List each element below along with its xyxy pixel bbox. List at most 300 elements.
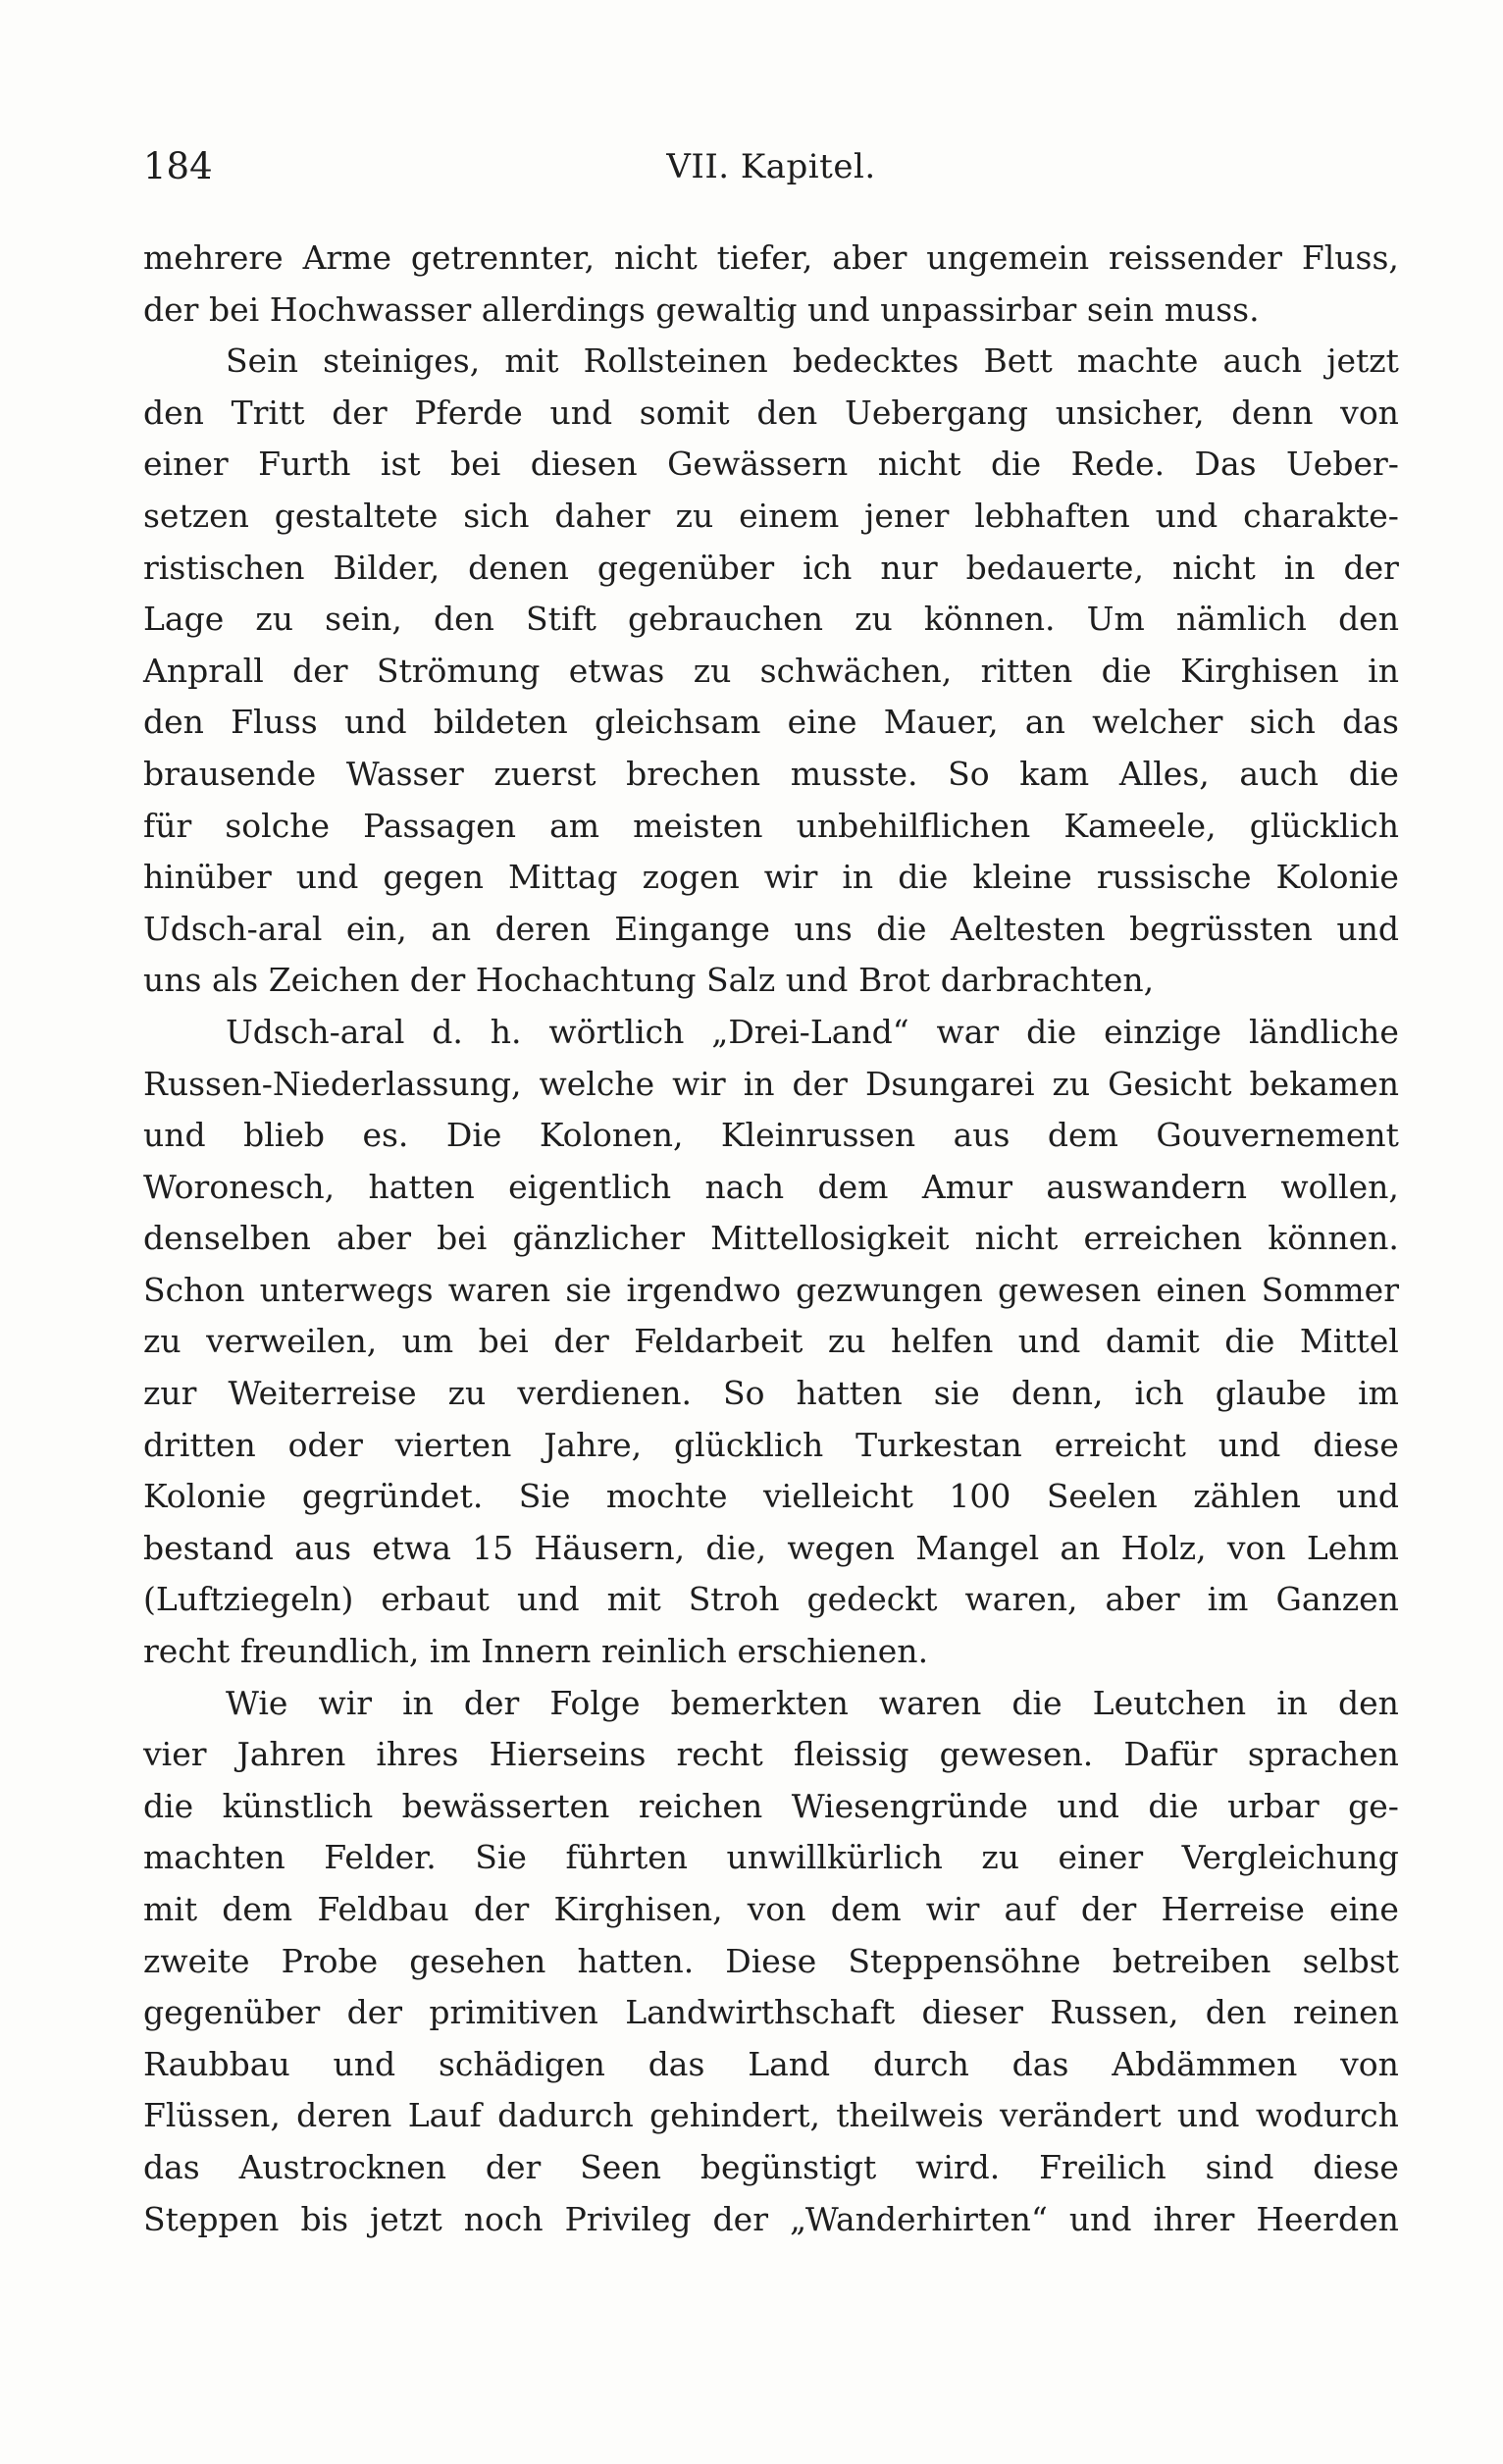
word: blieb <box>243 1116 325 1155</box>
word: Mangel <box>915 1528 1040 1567</box>
word: einer <box>1058 1838 1144 1877</box>
word: eine <box>1329 1890 1399 1928</box>
word: selbst <box>1302 1941 1399 1980</box>
word: das <box>1011 2044 1069 2083</box>
word: unpassirbar <box>880 289 1077 329</box>
word: erbaut <box>381 1580 490 1619</box>
word: und <box>1218 1425 1281 1464</box>
word: bewässerten <box>401 1786 610 1825</box>
word: Hochwasser <box>269 289 472 329</box>
word: Hierseins <box>489 1735 647 1774</box>
word: Udsch-aral <box>143 909 323 948</box>
word: auswandern <box>1046 1167 1248 1206</box>
word: hatten <box>368 1167 475 1206</box>
word: Tritt <box>231 393 305 432</box>
word: der <box>1080 1890 1137 1928</box>
word: der <box>553 1322 609 1361</box>
word: der <box>1343 548 1399 587</box>
word: können. <box>923 600 1056 639</box>
word: aber <box>1105 1580 1180 1619</box>
word: gleichsam <box>595 703 761 742</box>
word: zu <box>143 1322 181 1361</box>
word: diesen <box>530 445 638 484</box>
word: in <box>402 1683 434 1722</box>
word: den <box>1338 1683 1399 1722</box>
word: zählen <box>1193 1477 1301 1516</box>
word: die <box>1148 1786 1199 1825</box>
text-line <box>143 2142 1399 2194</box>
word: damit <box>1105 1322 1200 1361</box>
word: darbrachten, <box>940 961 1155 1000</box>
word: bedauerte, <box>965 548 1144 587</box>
word: der <box>143 289 199 329</box>
word: machte <box>1076 341 1199 381</box>
word: reinlich <box>600 1632 727 1671</box>
word: uns <box>143 961 202 1000</box>
word: im <box>1207 1580 1249 1619</box>
word: diese <box>1313 2147 1399 2186</box>
word: und <box>1176 2096 1240 2135</box>
word: recht <box>676 1735 763 1774</box>
word: deren <box>296 2096 392 2135</box>
word: den <box>143 703 204 742</box>
word: Passagen <box>363 806 516 845</box>
word: mochte <box>605 1477 728 1516</box>
word: nach <box>704 1167 785 1206</box>
word: Stroh <box>688 1580 780 1619</box>
word: vier <box>143 1735 207 1774</box>
word: Pferde <box>414 393 523 432</box>
word: und <box>807 289 870 329</box>
word: Eingange <box>614 909 770 948</box>
word: sein <box>1086 289 1155 329</box>
word: ungemein <box>926 238 1090 277</box>
word: Furth <box>258 445 351 484</box>
word: Sommer <box>1261 1270 1399 1309</box>
text-line <box>143 2194 1399 2246</box>
word: von <box>747 1890 806 1928</box>
word: zu <box>1052 1064 1091 1103</box>
word: kam <box>1019 754 1090 793</box>
word: aus <box>953 1116 1011 1155</box>
word: h. <box>490 1012 522 1051</box>
word: verdienen. <box>517 1374 692 1413</box>
text-line <box>143 491 1399 543</box>
text-line <box>143 1936 1399 1988</box>
word: Jahren <box>236 1735 346 1774</box>
word: allerdings <box>481 289 646 329</box>
word: Seen <box>580 2147 662 2186</box>
word: verändert <box>1000 2096 1162 2135</box>
word: Häusern, <box>534 1528 686 1567</box>
word: und <box>1336 1477 1399 1516</box>
word: Schon <box>143 1270 245 1309</box>
word: Alles, <box>1118 754 1210 793</box>
word: in <box>842 858 874 897</box>
word: bis <box>300 2199 349 2238</box>
word: lebhaften <box>974 496 1130 535</box>
word: einem <box>739 496 840 535</box>
word: d. <box>432 1012 463 1051</box>
word: im <box>429 1632 471 1671</box>
word: Holz, <box>1120 1528 1207 1567</box>
word: somit <box>639 393 730 432</box>
text-line <box>143 2090 1399 2142</box>
word: einzige <box>1104 1012 1222 1051</box>
word: gegründet. <box>301 1477 484 1516</box>
word: Turkestan <box>855 1425 1022 1464</box>
word: in <box>1368 651 1399 690</box>
word: durch <box>872 2044 969 2083</box>
word: jetzt <box>370 2199 442 2238</box>
word: gehindert, <box>649 2096 820 2135</box>
text-line <box>143 336 1399 388</box>
word: Land <box>748 2044 831 2083</box>
word: kleine <box>972 858 1072 897</box>
text-line <box>143 1265 1399 1317</box>
word: wird. <box>915 2147 1001 2186</box>
word: und <box>785 961 849 1000</box>
word: Vergleichung <box>1181 1838 1399 1877</box>
word: charakte- <box>1243 496 1399 535</box>
word: Mauer, <box>883 703 999 742</box>
word: Rollsteinen <box>583 341 768 381</box>
word: gänzlicher <box>512 1219 686 1258</box>
word: Kolonen, <box>539 1116 684 1155</box>
word: begünstigt <box>700 2147 877 2186</box>
word: und <box>333 2044 396 2083</box>
word: gegenüber <box>143 1993 321 2032</box>
word: Hochachtung <box>475 961 697 1000</box>
word: zweite <box>143 1941 250 1980</box>
word: bei <box>478 1322 529 1361</box>
word: denn <box>1231 393 1314 432</box>
word: schwächen, <box>759 651 953 690</box>
word: Mittellosigkeit <box>710 1219 950 1258</box>
word: Gesicht <box>1108 1064 1232 1103</box>
word: gewesen. <box>939 1735 1094 1774</box>
text-line <box>143 1987 1399 2039</box>
text-line <box>143 285 1399 337</box>
word: reissender <box>1108 238 1282 277</box>
text-line <box>143 1213 1399 1265</box>
word: sein, <box>325 600 402 639</box>
word: der <box>463 1683 520 1722</box>
word: hinüber <box>143 858 272 897</box>
word: Landwirthschaft <box>625 1993 896 2032</box>
word: wegen <box>787 1528 895 1567</box>
word: Dafür <box>1123 1735 1218 1774</box>
text-line <box>143 1368 1399 1420</box>
text-line <box>143 1059 1399 1111</box>
word: gegen <box>383 858 484 897</box>
word: Wie <box>226 1683 288 1722</box>
word: So <box>723 1374 765 1413</box>
word: solche <box>225 806 330 845</box>
word: unterwegs <box>259 1270 434 1309</box>
word: und <box>295 858 359 897</box>
word: führten <box>565 1838 689 1877</box>
word: sind <box>1205 2147 1274 2186</box>
word: sich <box>463 496 530 535</box>
word: und <box>1017 1322 1081 1361</box>
text-line <box>143 1729 1399 1781</box>
word: Strömung <box>376 651 541 690</box>
word: „Wanderhirten“ <box>789 2199 1048 2238</box>
word: an <box>1060 1528 1101 1567</box>
word: dieser <box>921 1993 1023 2032</box>
word: einer <box>143 445 229 484</box>
word: Flüssen, <box>143 2096 281 2135</box>
word: urbar <box>1227 1786 1320 1825</box>
word: bekamen <box>1249 1064 1399 1103</box>
word: Kleinrussen <box>720 1116 916 1155</box>
word: den <box>1205 1993 1267 2032</box>
word: mit <box>606 1580 661 1619</box>
word: russische <box>1096 858 1252 897</box>
word: nur <box>880 548 938 587</box>
word: Russen-Niederlassung, <box>143 1064 522 1103</box>
text-line <box>143 2039 1399 2091</box>
word: machten <box>143 1838 285 1877</box>
word: glaube <box>1215 1374 1327 1413</box>
word: wir <box>672 1064 726 1103</box>
word: Russen, <box>1050 1993 1179 2032</box>
word: sich <box>1249 703 1316 742</box>
text-line <box>143 1523 1399 1575</box>
word: einen <box>1156 1270 1247 1309</box>
word: dadurch <box>497 2096 634 2135</box>
word: Mittag <box>507 858 618 897</box>
word: ich <box>803 548 853 587</box>
text-line <box>143 749 1399 801</box>
word: nämlich <box>1175 600 1307 639</box>
word: an <box>1024 703 1065 742</box>
word: die <box>1348 754 1399 793</box>
word: fleissig <box>793 1735 909 1774</box>
word: verweilen, <box>206 1322 378 1361</box>
word: nicht <box>974 1219 1059 1258</box>
word: die <box>898 858 949 897</box>
word: zur <box>143 1374 197 1413</box>
word: der <box>792 1064 848 1103</box>
word: Steppen <box>143 2199 280 2238</box>
text-line <box>143 594 1399 646</box>
text-line <box>143 543 1399 595</box>
word: Heerden <box>1256 2199 1399 2238</box>
word: sprachen <box>1247 1735 1399 1774</box>
word: brechen <box>626 754 761 793</box>
word: noch <box>463 2199 544 2238</box>
word: Um <box>1086 600 1145 639</box>
word: und <box>1155 496 1218 535</box>
text-line <box>143 1832 1399 1884</box>
word: setzen <box>143 496 249 535</box>
word: hatten <box>796 1374 903 1413</box>
word: Arme <box>302 238 392 277</box>
word: am <box>549 806 600 845</box>
word: zu <box>693 651 732 690</box>
word: jetzt <box>1326 341 1399 381</box>
word: können. <box>1268 1219 1399 1258</box>
word: dem <box>1047 1116 1118 1155</box>
word: das <box>648 2044 705 2083</box>
word: deren <box>494 909 591 948</box>
word: brausende <box>143 754 317 793</box>
word: (Luftziegeln) <box>143 1580 354 1619</box>
word: die <box>990 445 1042 484</box>
word: ihres <box>376 1735 459 1774</box>
word: Die <box>445 1116 502 1155</box>
word: erschienen. <box>737 1632 929 1671</box>
word: wir <box>925 1890 980 1928</box>
word: der <box>485 2147 542 2186</box>
word: gegenüber <box>596 548 775 587</box>
word: zogen <box>642 858 740 897</box>
word: Folge <box>549 1683 641 1722</box>
word: die <box>1101 651 1152 690</box>
text-line <box>143 955 1399 1007</box>
word: Woronesch, <box>143 1167 336 1206</box>
word: tiefer, <box>716 238 813 277</box>
word: Kirghisen <box>1180 651 1339 690</box>
word: freundlich, <box>239 1632 420 1671</box>
word: etwa <box>372 1528 451 1567</box>
word: begrüssten <box>1129 909 1313 948</box>
text-line <box>143 233 1399 285</box>
word: denen <box>468 548 569 587</box>
word: nicht <box>877 445 961 484</box>
word: waren <box>447 1270 551 1309</box>
word: Felder. <box>324 1838 437 1877</box>
word: gestaltete <box>274 496 439 535</box>
word: in <box>743 1064 775 1103</box>
word: den <box>433 600 494 639</box>
word: zu <box>447 1374 487 1413</box>
word: wir <box>318 1683 373 1722</box>
word: aber <box>336 1219 412 1258</box>
word: zu <box>675 496 714 535</box>
word: dem <box>817 1167 889 1206</box>
word: der <box>409 961 466 1000</box>
word: zu <box>855 600 893 639</box>
word: gewaltig <box>655 289 798 329</box>
word: waren <box>878 1683 982 1722</box>
word: glücklich <box>674 1425 824 1464</box>
word: dritten <box>143 1425 256 1464</box>
word: Fluss <box>231 703 318 742</box>
word: Lehm <box>1306 1528 1399 1567</box>
word: Steppensöhne <box>848 1941 1081 1980</box>
word: Bilder, <box>333 548 441 587</box>
word: Udsch-aral <box>226 1012 405 1051</box>
word: helfen <box>890 1322 994 1361</box>
word: Wasser <box>345 754 464 793</box>
word: Brot <box>857 961 931 1000</box>
word: für <box>143 806 192 845</box>
word: war <box>936 1012 1000 1051</box>
word: das <box>143 2147 200 2186</box>
page-number: 184 <box>143 145 213 187</box>
word: Privileg <box>564 2199 692 2238</box>
text-line <box>143 1781 1399 1833</box>
word: Fluss, <box>1301 238 1399 277</box>
word: denn, <box>1011 1374 1104 1413</box>
word: So <box>948 754 990 793</box>
word: auch <box>1239 754 1320 793</box>
word: der <box>332 393 388 432</box>
word: Das <box>1194 445 1257 484</box>
word: ich <box>1134 1374 1184 1413</box>
word: die <box>1026 1012 1077 1051</box>
word: bei <box>437 1219 488 1258</box>
word: reichen <box>638 1786 763 1825</box>
word: „Drei-Land“ <box>711 1012 909 1051</box>
word: Amur <box>921 1167 1012 1206</box>
word: 15 <box>472 1528 514 1567</box>
word: im <box>1358 1374 1399 1413</box>
word: Kameele, <box>1063 806 1217 845</box>
word: Freilich <box>1039 2147 1166 2186</box>
word: der <box>712 2199 768 2238</box>
word: und <box>343 703 407 742</box>
word: gewesen <box>998 1270 1142 1309</box>
text-line <box>143 439 1399 491</box>
word: bildeten <box>433 703 568 742</box>
word: zuerst <box>493 754 596 793</box>
word: es. <box>362 1116 409 1155</box>
word: eine <box>787 703 857 742</box>
word: wir <box>763 858 818 897</box>
word: 100 <box>949 1477 1011 1516</box>
word: ist <box>380 445 421 484</box>
word: von <box>1340 393 1399 432</box>
word: gedeckt <box>806 1580 938 1619</box>
word: sie <box>565 1270 612 1309</box>
word: irgendwo <box>626 1270 782 1309</box>
word: denselben <box>143 1219 311 1258</box>
word: die <box>1224 1322 1275 1361</box>
word: ge- <box>1348 1786 1399 1825</box>
word: an <box>431 909 472 948</box>
word: Anprall <box>143 651 264 690</box>
word: in <box>1283 548 1316 587</box>
word: bei <box>208 289 260 329</box>
word: von <box>1226 1528 1286 1567</box>
word: und <box>1068 2199 1132 2238</box>
word: zu <box>981 1838 1019 1877</box>
word: wörtlich <box>548 1012 685 1051</box>
word: mit <box>143 1890 198 1928</box>
word: Gouvernement <box>1156 1116 1399 1155</box>
word: ihrer <box>1153 2199 1235 2238</box>
word: Feldarbeit <box>634 1322 803 1361</box>
word: Sie <box>518 1477 571 1516</box>
text-line <box>143 1110 1399 1162</box>
word: Rede. <box>1070 445 1166 484</box>
word: Sie <box>475 1838 527 1877</box>
word: unbehilflichen <box>796 806 1031 845</box>
word: Wiesengründe <box>791 1786 1028 1825</box>
text-line <box>143 1884 1399 1936</box>
word: sie <box>933 1374 980 1413</box>
word: Aeltesten <box>950 909 1106 948</box>
text-line <box>143 801 1399 853</box>
word: und <box>516 1580 580 1619</box>
word: das <box>1342 703 1399 742</box>
word: den <box>1338 600 1399 639</box>
page-header <box>143 137 1399 196</box>
